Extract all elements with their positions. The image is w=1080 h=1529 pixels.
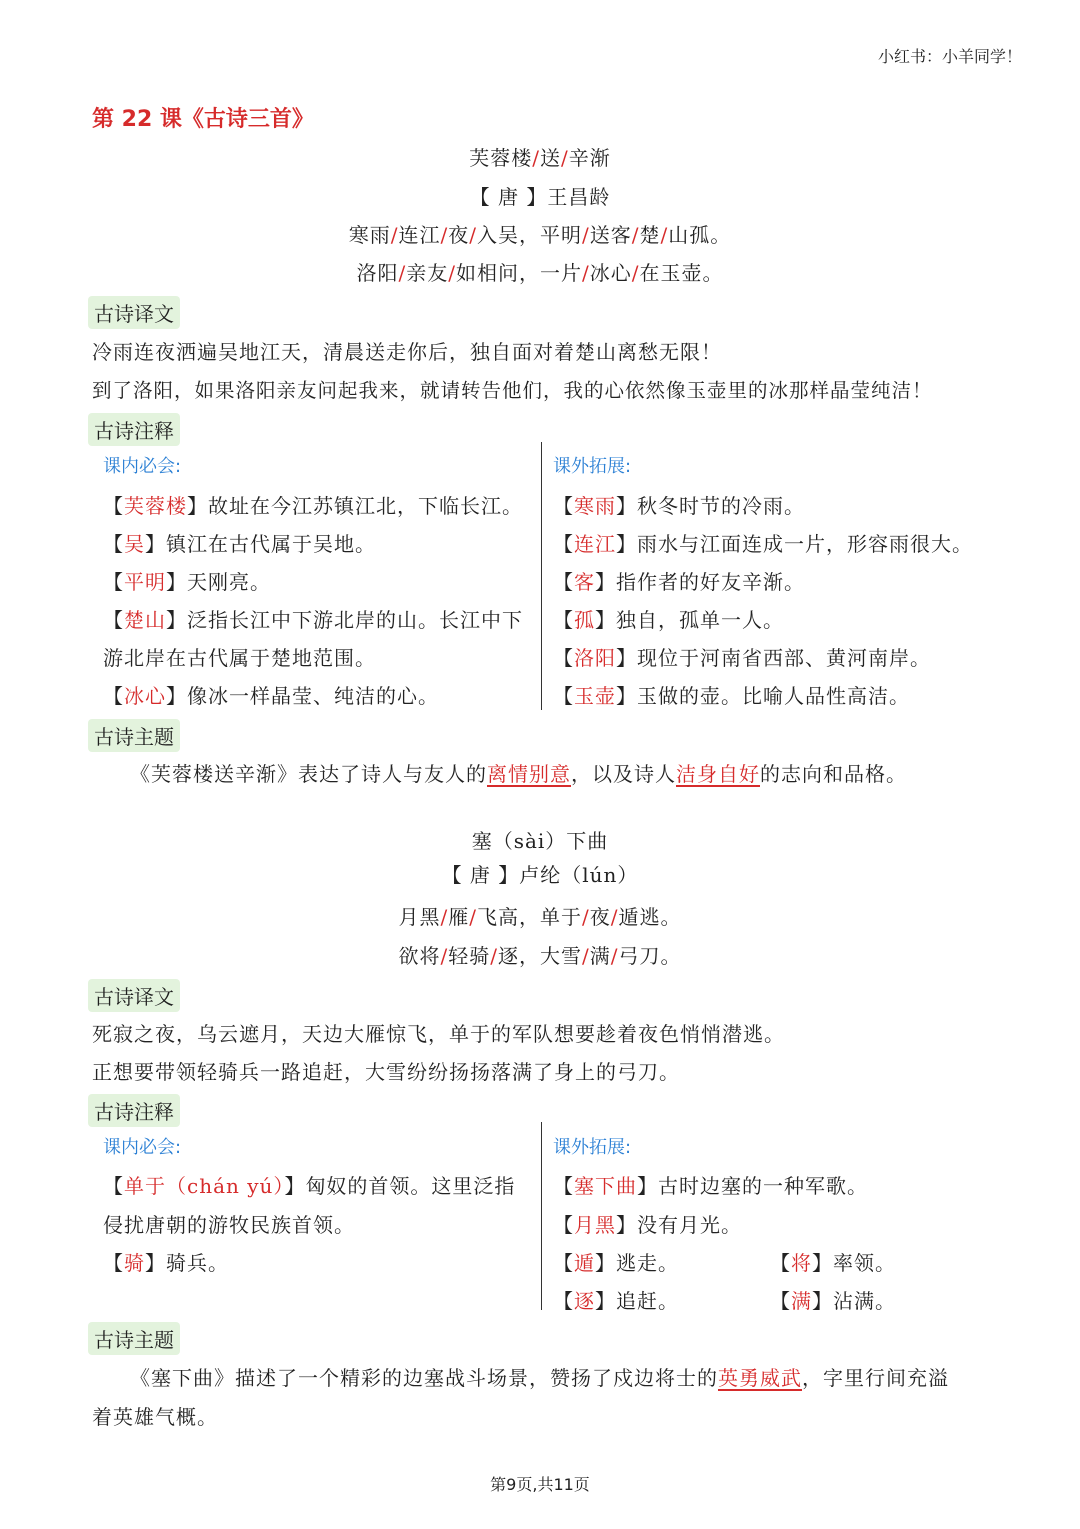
poem2-theme: 《塞下曲》描述了一个精彩的边塞战斗场景，赞扬了戍边将士的英勇威武，字里行间充溢 <box>130 1366 949 1390</box>
note-item-continued: 游北岸在古代属于楚地范围。 <box>103 646 376 670</box>
note-item: 【将】率领。 <box>770 1251 896 1275</box>
column-divider <box>541 1122 542 1310</box>
note-item: 【连江】雨水与江面连成一片，形容雨很大。 <box>553 532 973 556</box>
poem2-line2: 欲将/轻骑/逐，大雪/满/弓刀。 <box>398 944 682 968</box>
outclass-label: 课外拓展: <box>553 456 632 477</box>
poem1-title: 芙蓉楼/送/辛渐 <box>469 146 611 170</box>
poem2-title: 塞（sài）下曲 <box>471 829 609 853</box>
note-item: 【孤】独自，孤单一人。 <box>553 608 784 632</box>
poem2-line1: 月黑/雁/飞高，单于/夜/遁逃。 <box>398 905 682 929</box>
note-item: 【芙蓉楼】故址在今江苏镇江北，下临长江。 <box>103 494 523 518</box>
note-item: 【平明】天刚亮。 <box>103 570 271 594</box>
note-item: 【洛阳】现位于河南省西部、黄河南岸。 <box>553 646 931 670</box>
poem2-translation-line: 正想要带领轻骑兵一路追赶，大雪纷纷扬扬落满了身上的弓刀。 <box>92 1060 680 1084</box>
poem2-author: 【 唐 】卢纶（lún） <box>441 863 639 887</box>
column-divider <box>541 442 542 710</box>
poem2-translation-tag: 古诗译文 <box>88 979 180 1012</box>
poem1-theme-tag: 古诗主题 <box>88 719 180 752</box>
note-item: 【月黑】没有月光。 <box>553 1213 742 1237</box>
note-item: 【玉壶】玉做的壶。比喻人品性高洁。 <box>553 684 910 708</box>
poem2-translation-line: 死寂之夜，乌云遮月，天边大雁惊飞，单于的军队想要趁着夜色悄悄潜逃。 <box>92 1022 785 1046</box>
inclass-label: 课内必会: <box>103 1137 182 1158</box>
note-item: 【塞下曲】古时边塞的一种军歌。 <box>553 1174 868 1198</box>
poem1-translation-tag: 古诗译文 <box>88 296 180 329</box>
note-item: 【吴】镇江在古代属于吴地。 <box>103 532 376 556</box>
note-item: 【满】沾满。 <box>770 1289 896 1313</box>
poem1-translation-line: 到了洛阳，如果洛阳亲友问起我来，就请转告他们，我的心依然像玉壶里的冰那样晶莹纯洁！ <box>92 379 933 402</box>
poem2-notes-tag: 古诗注释 <box>88 1094 180 1127</box>
outclass-label: 课外拓展: <box>553 1137 632 1158</box>
note-item: 【冰心】像冰一样晶莹、纯洁的心。 <box>103 684 439 708</box>
poem1-notes-tag: 古诗注释 <box>88 413 180 446</box>
poem1-author: 【 唐 】王昌龄 <box>469 185 611 209</box>
note-item: 【骑】骑兵。 <box>103 1251 229 1275</box>
page-footer: 第9页,共11页 <box>490 1475 590 1494</box>
note-item: 【楚山】泛指长江中下游北岸的山。长江中下 <box>103 608 523 632</box>
watermark: 小红书：小羊同学！ <box>877 47 1022 66</box>
lesson-title: 第 22 课《古诗三首》 <box>92 107 314 132</box>
poem2-theme-tag: 古诗主题 <box>88 1322 180 1355</box>
poem1-line1: 寒雨/连江/夜/入吴，平明/送客/楚/山孤。 <box>348 223 732 247</box>
poem2-theme-continued: 着英雄气概。 <box>92 1405 218 1429</box>
note-item: 【寒雨】秋冬时节的冷雨。 <box>553 494 805 518</box>
poem1-translation-line: 冷雨连夜洒遍吴地江天，清晨送走你后，独自面对着楚山离愁无限！ <box>92 340 722 364</box>
note-item: 【逐】追赶。 <box>553 1289 679 1313</box>
poem1-theme: 《芙蓉楼送辛渐》表达了诗人与友人的离情别意，以及诗人洁身自好的志向和品格。 <box>130 762 907 786</box>
poem1-line2: 洛阳/亲友/如相问，一片/冰心/在玉壶。 <box>356 261 724 285</box>
note-item: 【遁】逃走。 <box>553 1251 679 1275</box>
note-item-continued: 侵扰唐朝的游牧民族首领。 <box>103 1213 355 1237</box>
note-item: 【客】指作者的好友辛渐。 <box>553 570 805 594</box>
inclass-label: 课内必会: <box>103 456 182 477</box>
note-item: 【单于（chán yú）】匈奴的首领。这里泛指 <box>103 1174 516 1198</box>
